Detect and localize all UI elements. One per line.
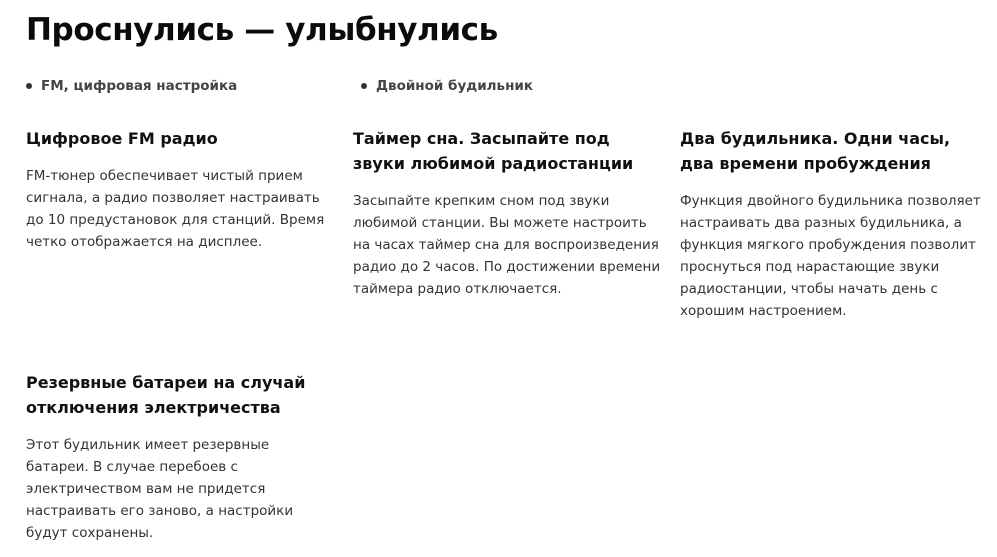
feature-bullet-label: FM, цифровая настройка (41, 78, 238, 94)
feature-bullet-dual-alarm (361, 78, 533, 94)
feature-heading: Цифровое FM радио (26, 129, 218, 148)
feature-card-backup-battery (26, 370, 306, 544)
feature-bullet-fm (26, 78, 237, 94)
feature-card-dual-alarm (680, 126, 985, 322)
feature-heading: Два будильника. Одни часы, два времени пробуждения (680, 129, 951, 173)
feature-description: Этот будильник имеет резервные батареи. В случае перебоев с электричеством вам не придется настраивать его заново, а настройки будут сохранены. (26, 437, 294, 541)
feature-heading: Таймер сна. Засыпайте под звуки любимой радиостанции (353, 129, 634, 173)
bullet-dot-icon (26, 83, 32, 89)
page-title: Проснулись — улыбнулись (26, 12, 498, 48)
feature-bullet-label: Двойной будильник (376, 78, 534, 94)
feature-description: Функция двойного будильника позволяет настраивать два разных будильника, а функция мягкого пробуждения позволит проснуться под нарастающие звуки радиостанции, чтобы начать день с хорошим настроением. (680, 193, 981, 319)
feature-description: FM-тюнер обеспечивает чистый прием сигнала, а радио позволяет настраивать до 10 предустановок для станций. Время четко отображается на дисплее. (26, 168, 325, 250)
feature-card-sleep-timer (353, 126, 663, 300)
bullet-dot-icon (361, 83, 367, 89)
feature-description: Засыпайте крепким сном под звуки любимой станции. Вы можете настроить на часах таймер сна для воспроизведения радио до 2 часов. По достижении времени таймера радио отключается. (353, 193, 661, 297)
feature-heading: Резервные батареи на случай отключения электричества (26, 373, 306, 417)
feature-card-fm-radio (26, 126, 326, 253)
